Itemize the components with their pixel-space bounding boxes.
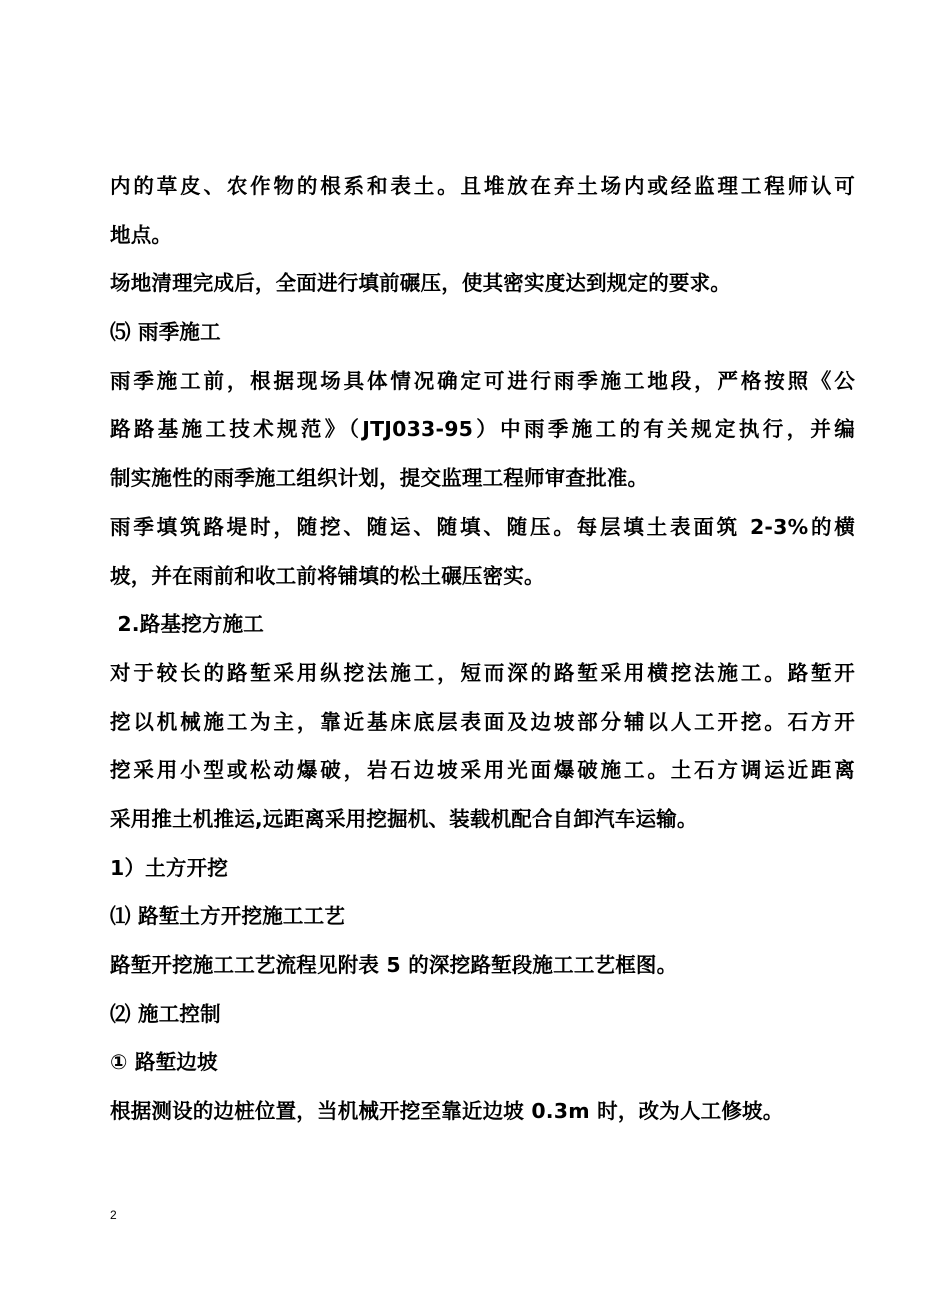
paragraph-line: 根据测设的边桩位置，当机械开挖至靠近边坡 0.3m 时，改为人工修坡。 bbox=[110, 1099, 784, 1124]
paragraph-line: 地点。 bbox=[110, 222, 173, 247]
paragraph-line: 雨季填筑路堤时，随挖、随运、随填、随压。每层填土表面筑 2-3%的横 bbox=[110, 514, 855, 539]
paragraph-line: 雨季施工前，根据现场具体情况确定可进行雨季施工地段，严格按照《公 bbox=[110, 368, 855, 393]
paragraph-line: 坡，并在雨前和收工前将铺填的松土碾压密实。 bbox=[110, 563, 545, 588]
paragraph-line: 采用推土机推运,远距离采用挖掘机、装载机配合自卸汽车运输。 bbox=[110, 806, 698, 831]
paragraph-line: 场地清理完成后，全面进行填前碾压，使其密实度达到规定的要求。 bbox=[110, 271, 731, 296]
section-heading: 2.路基挖方施工 bbox=[110, 612, 264, 637]
section-heading: ⑵ 施工控制 bbox=[110, 1001, 221, 1026]
section-heading: ① 路堑边坡 bbox=[110, 1050, 218, 1075]
section-heading: 1）土方开挖 bbox=[110, 855, 228, 880]
page-number: 2 bbox=[110, 1208, 117, 1222]
paragraph-line: 挖采用小型或松动爆破，岩石边坡采用光面爆破施工。土石方调运近距离 bbox=[110, 758, 855, 783]
paragraph-line: 内的草皮、农作物的根系和表土。且堆放在弃土场内或经监理工程师认可 bbox=[110, 174, 855, 198]
section-heading: ⑸ 雨季施工 bbox=[110, 320, 221, 345]
section-heading: ⑴ 路堑土方开挖施工工艺 bbox=[110, 904, 346, 929]
paragraph-line: 路堑开挖施工工艺流程见附表 5 的深挖路堑段施工工艺框图。 bbox=[110, 953, 678, 977]
paragraph-line: 对于较长的路堑采用纵挖法施工，短而深的路堑采用横挖法施工。路堑开 bbox=[110, 660, 855, 685]
paragraph-line: 路路基施工技术规范》（JTJ033-95）中雨季施工的有关规定执行，并编 bbox=[110, 417, 855, 442]
paragraph-line: 挖以机械施工为主，靠近基床底层表面及边坡部分辅以人工开挖。石方开 bbox=[110, 709, 855, 734]
paragraph-line: 制实施性的雨季施工组织计划，提交监理工程师审查批准。 bbox=[110, 466, 649, 491]
document-body bbox=[110, 162, 855, 1136]
